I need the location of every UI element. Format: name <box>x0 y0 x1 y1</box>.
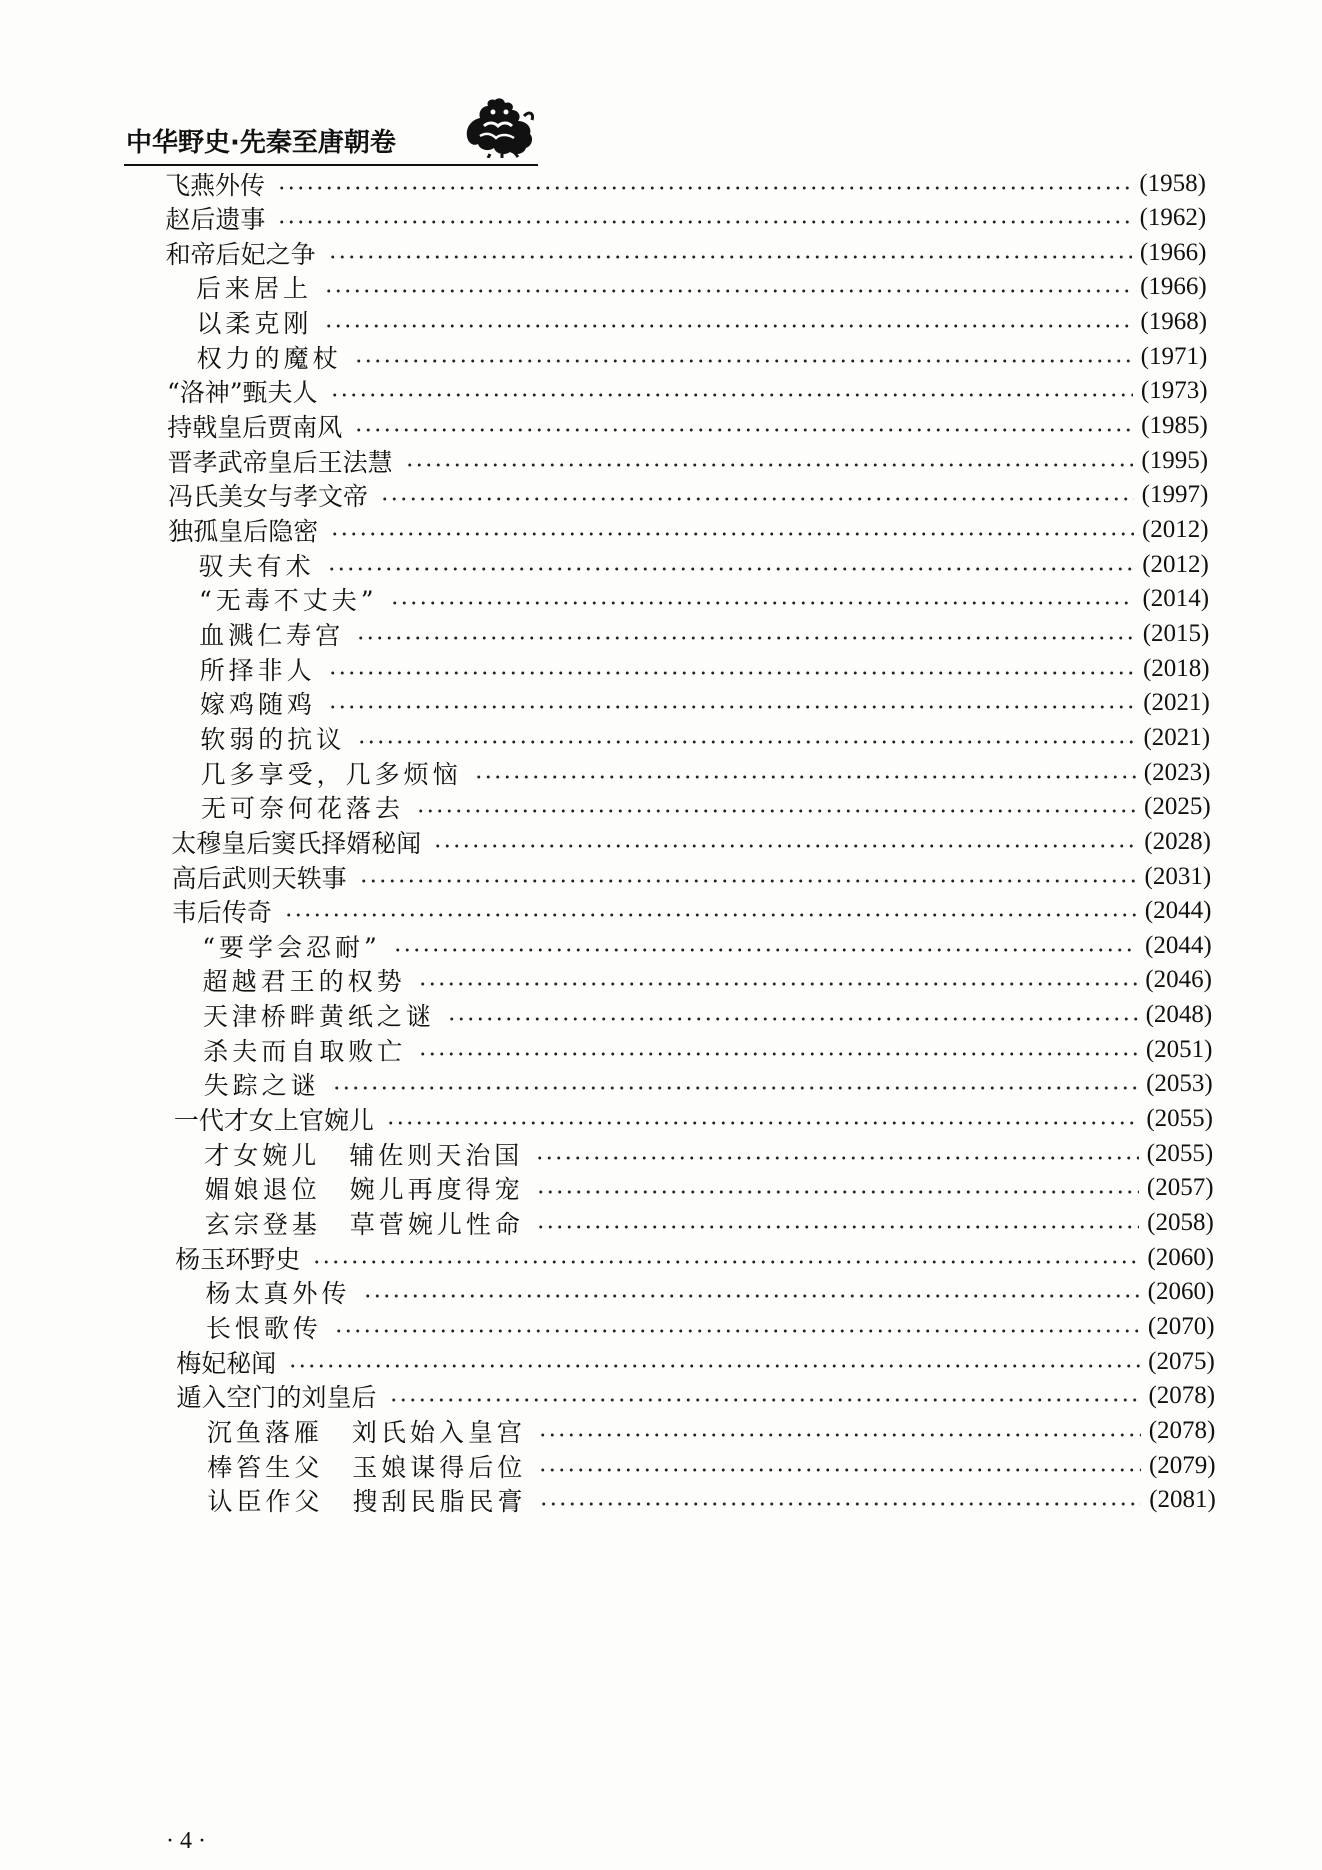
toc-entry-title: 血溅仁寿宫 <box>199 620 345 650</box>
toc-entry-title: 后来居上 <box>195 274 312 304</box>
toc-entry-page: (2053) <box>1146 1070 1213 1098</box>
toc-entry-page: (2044) <box>1144 897 1212 925</box>
toc-entry-page: (2028) <box>1144 827 1211 855</box>
toc-entry-title: 独孤皇后隐密 <box>168 517 319 546</box>
dot-leader <box>380 497 1134 501</box>
toc-entry-page: (2044) <box>1145 931 1212 959</box>
toc-entry-title: 梅妃秘闻 <box>176 1348 277 1378</box>
dot-leader <box>535 1156 1138 1160</box>
toc-entry-title: 玄宗登基 草菅婉儿性命 <box>204 1210 524 1239</box>
toc-entry-page: (1966) <box>1140 273 1207 301</box>
toc-entry-page: (2079) <box>1148 1451 1216 1479</box>
toc-entry-title: 媚娘退位 婉儿再度得宠 <box>204 1175 524 1205</box>
dot-leader <box>277 220 1131 224</box>
dot-leader <box>416 809 1136 813</box>
toc-entry-title: 飞燕外传 <box>165 170 266 200</box>
dot-leader <box>389 1398 1141 1402</box>
toc-entry-page: (1973) <box>1140 377 1208 405</box>
toc-entry-page: (2070) <box>1147 1312 1215 1340</box>
toc-entry-title: 认臣作父 搜刮民脂民膏 <box>207 1487 527 1517</box>
toc-entry-page: (1962) <box>1139 204 1207 232</box>
dot-leader <box>359 879 1137 883</box>
toc-entry-title: 持戟皇后贾南风 <box>167 413 343 443</box>
toc-entry-page: (1971) <box>1140 342 1208 370</box>
dot-leader <box>393 948 1137 952</box>
dot-leader <box>330 532 1134 536</box>
dot-leader <box>332 1086 1139 1090</box>
toc-entry-title: 遁入空门的刘皇后 <box>176 1383 377 1413</box>
dot-leader <box>324 324 1132 328</box>
toc-entry-page: (2078) <box>1148 1382 1216 1410</box>
toc-entry-page: (2060) <box>1147 1278 1215 1306</box>
dot-leader <box>328 705 1135 709</box>
dot-leader <box>327 567 1135 571</box>
toc-entry-title: 赵后遗事 <box>165 205 266 235</box>
toc-entry-page: (2057) <box>1146 1174 1214 1202</box>
toc-entry-title: 权力的魔杖 <box>196 343 342 373</box>
dot-leader <box>334 1329 1140 1333</box>
toc-entry-page: (2012) <box>1141 516 1209 543</box>
dot-leader <box>312 1260 1139 1264</box>
toc-subentry[interactable] <box>208 1480 1216 1521</box>
dot-leader <box>418 982 1138 986</box>
toc-entry-title: 嫁鸡随鸡 <box>199 690 316 720</box>
toc-entry-page: (2081) <box>1149 1486 1216 1514</box>
toc-entry-title: 失踪之谜 <box>203 1071 320 1101</box>
dot-leader <box>538 1468 1141 1472</box>
toc-entry-page: (1985) <box>1141 412 1208 440</box>
toc-entry-title: 驭夫有术 <box>198 551 315 581</box>
dot-leader <box>324 289 1132 293</box>
dot-leader <box>474 775 1136 779</box>
toc-entry-page: (2058) <box>1147 1209 1214 1236</box>
dot-leader <box>356 636 1134 640</box>
toc-entry-page: (1995) <box>1141 446 1209 474</box>
dot-leader <box>328 671 1135 675</box>
toc-entry-page: (2051) <box>1145 1035 1213 1063</box>
toc-entry-title: 韦后传奇 <box>171 898 272 928</box>
toc-entry-title: 和帝后妃之争 <box>165 239 316 269</box>
dot-leader <box>539 1502 1142 1506</box>
toc-entry-page: (2046) <box>1145 966 1212 994</box>
toc-entry-title: 高后武则天轶事 <box>171 863 347 893</box>
dot-leader <box>288 1364 1140 1368</box>
dot-leader <box>433 844 1136 848</box>
toc-entry-title: 所择非人 <box>199 655 316 685</box>
dot-leader <box>328 255 1132 259</box>
dot-leader <box>418 1052 1138 1056</box>
toc-entry-page: (2018) <box>1142 654 1210 682</box>
toc-entry-page: (2048) <box>1145 1001 1213 1029</box>
toc-entry-page: (2021) <box>1143 723 1211 751</box>
dot-leader <box>284 913 1137 917</box>
toc-entry-page: (2015) <box>1142 619 1210 647</box>
toc-entry-title: 天津桥畔黄纸之谜 <box>202 1002 435 1032</box>
toc-entry-title: 无可奈何花落去 <box>200 794 404 824</box>
toc-entry-title: 长恨歌传 <box>205 1313 322 1343</box>
toc-entry-title: 太穆皇后窦氏择婿秘闻 <box>171 828 422 858</box>
toc-entry-page: (2055) <box>1146 1139 1214 1167</box>
toc-entry-page: (1958) <box>1139 169 1206 197</box>
toc-entry-title: 才女婉儿 辅佐则天治国 <box>204 1140 524 1170</box>
toc-entry-page: (2014) <box>1142 585 1210 613</box>
book-title: 中华野史·先秦至唐朝卷 <box>126 128 396 158</box>
toc-entry-page: (2060) <box>1147 1243 1215 1271</box>
toc-entry-title: 杨太真外传 <box>205 1279 351 1309</box>
toc-entry-title: 一代才女上官婉儿 <box>173 1106 374 1136</box>
dot-leader <box>538 1433 1141 1437</box>
toc-entry-title: 超越君王的权势 <box>202 967 406 997</box>
dot-leader <box>354 359 1133 363</box>
page-number: · 4 · <box>166 1828 206 1854</box>
toc-entry-page: (2031) <box>1144 862 1212 890</box>
toc-entry-page: (2075) <box>1148 1347 1215 1375</box>
toc-entry-page: (2023) <box>1143 758 1211 786</box>
toc-entry-title: 软弱的抗议 <box>200 724 346 754</box>
dot-leader <box>277 186 1131 190</box>
toc-entry-title: 杀夫而自取败亡 <box>203 1036 407 1066</box>
dot-leader <box>405 463 1134 467</box>
toc-entry-title: 沉鱼落雁 刘氏始入皇宫 <box>206 1417 526 1447</box>
toc-entry-page: (1968) <box>1140 308 1208 336</box>
dot-leader <box>354 428 1133 432</box>
toc-entry-title: 杨玉环野史 <box>175 1244 301 1274</box>
dragon-emblem-icon <box>460 96 536 158</box>
toc-entry-title: 几多享受，几多烦恼 <box>200 759 462 789</box>
dot-leader <box>536 1190 1139 1194</box>
toc-entry-page: (1997) <box>1141 481 1209 509</box>
dot-leader <box>363 1294 1140 1298</box>
toc-entry-title: 晋孝武帝皇后王法慧 <box>167 447 393 477</box>
toc-entry-title: 以柔克刚 <box>196 309 313 339</box>
dot-leader <box>386 1121 1138 1125</box>
toc-entry-title: “要学会忍耐” <box>202 932 381 962</box>
toc-entry-title: 冯氏美女与孝文帝 <box>167 482 368 512</box>
dot-leader <box>330 393 1133 397</box>
dot-leader <box>390 601 1135 605</box>
toc-entry-page: (2012) <box>1142 550 1209 578</box>
running-header <box>124 96 538 168</box>
toc-entry-title: “无毒不丈夫” <box>198 586 378 616</box>
toc-entry-title: “洛神”甄夫人 <box>166 378 318 408</box>
toc-entry-page: (2055) <box>1146 1105 1214 1133</box>
toc-entry-title: 棒笞生父 玉娘谋得后位 <box>207 1452 527 1482</box>
dot-leader <box>357 740 1135 744</box>
dot-leader <box>536 1225 1139 1229</box>
toc-entry-page: (2021) <box>1143 689 1210 717</box>
dot-leader <box>447 1017 1138 1021</box>
toc-entry-page: (1966) <box>1139 238 1207 266</box>
toc-entry-page: (2078) <box>1148 1416 1216 1444</box>
toc-entry-page: (2025) <box>1144 793 1211 821</box>
